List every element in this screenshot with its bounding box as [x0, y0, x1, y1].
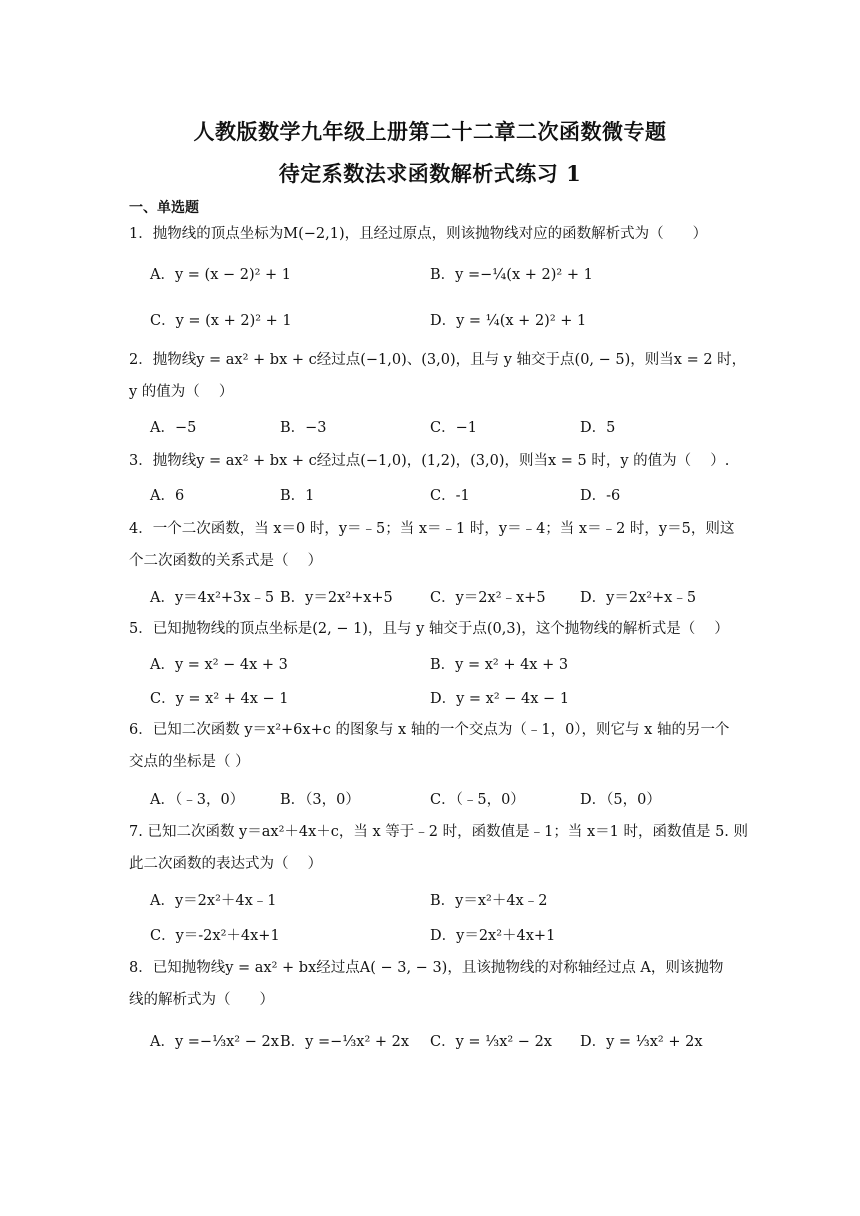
- question-1-option-c: C．y = (x + 2)² + 1: [150, 313, 292, 329]
- question-5-option-b: B．y = x² + 4x + 3: [430, 657, 569, 673]
- question-7-option-c: C．y＝-2x²＋4x+1: [150, 928, 280, 944]
- question-7-option-a: A．y＝2x²＋4x﹣1: [150, 893, 277, 909]
- question-8-option-a: A．y =−⅓x² − 2x: [150, 1034, 279, 1050]
- question-4-option-b: B．y＝2x²+x+5: [280, 590, 393, 606]
- question-2-option-a: A．−5: [150, 420, 197, 436]
- question-3-option-a: A．6: [150, 488, 185, 504]
- question-2-option-d: D．5: [580, 420, 616, 436]
- question-3-option-b: B．1: [280, 488, 315, 504]
- question-4-option-a: A．y＝4x²+3x﹣5: [150, 590, 275, 606]
- question-6-option-b: B．（3，0）: [280, 792, 360, 808]
- question-2-option-b: B．−3: [280, 420, 327, 436]
- question-1-stem: 1．抛物线的顶点坐标为M(−2,1)，且经过原点，则该抛物线对应的函数解析式为（ ）: [129, 226, 708, 242]
- question-5-option-d: D．y = x² − 4x − 1: [430, 691, 570, 707]
- question-7-stem-line2: 此二次函数的表达式为（ ）: [129, 856, 323, 872]
- question-2-option-c: C．−1: [430, 420, 477, 436]
- question-1-option-b: B．y =−¼(x + 2)² + 1: [430, 267, 593, 283]
- section-heading: 一、单选题: [129, 200, 199, 216]
- question-1-option-a: A．y = (x − 2)² + 1: [150, 267, 292, 283]
- question-6-option-d: D．（5，0）: [580, 792, 661, 808]
- question-7-option-b: B．y＝x²＋4x﹣2: [430, 893, 548, 909]
- question-8-stem-line1: 8．已知抛物线y = ax² + bx经过点A( − 3, − 3)，且该抛物线的对称轴经过点 A，则该抛物: [129, 960, 724, 976]
- question-6-option-c: C．（﹣5，0）: [430, 792, 525, 808]
- question-4-stem-line1: 4．一个二次函数，当 x＝0 时，y＝﹣5；当 x＝﹣1 时，y＝﹣4；当 x＝﹣2 时，y＝5，则这: [129, 521, 735, 537]
- question-2-stem-line1: 2．抛物线y = ax² + bx + c经过点(−1,0)、(3,0)，且与 y 轴交于点(0, − 5)，则当x = 2 时，: [129, 352, 747, 368]
- question-6-stem-line2: 交点的坐标是（ ）: [129, 754, 250, 770]
- question-3-option-d: D．-6: [580, 488, 621, 504]
- question-1-option-d: D．y = ¼(x + 2)² + 1: [430, 313, 587, 329]
- question-8-option-d: D．y = ⅓x² + 2x: [580, 1034, 703, 1050]
- document-title: 人教版数学九年级上册第二十二章二次函数微专题: [193, 119, 667, 144]
- question-5-option-c: C．y = x² + 4x − 1: [150, 691, 289, 707]
- question-4-option-c: C．y＝2x²﹣x+5: [430, 590, 546, 606]
- question-5-option-a: A．y = x² − 4x + 3: [150, 657, 288, 673]
- question-3-stem: 3．抛物线y = ax² + bx + c经过点(−1,0)，(1,2)，(3,0)，则当x = 5 时，y 的值为（ ）.: [129, 453, 730, 469]
- question-2-stem-line2: y 的值为（ ）: [129, 384, 234, 400]
- question-8-stem-line2: 线的解析式为（ ）: [129, 992, 274, 1008]
- question-5-stem: 5．已知抛物线的顶点坐标是(2, − 1)，且与 y 轴交于点(0,3)，这个抛物线的解析式是（ ）: [129, 621, 729, 637]
- question-7-stem-line1: 7. 已知二次函数 y＝ax²＋4x＋c，当 x 等于﹣2 时，函数值是﹣1；当 x＝1 时，函数值是 5. 则: [129, 824, 749, 840]
- question-7-option-d: D．y＝2x²＋4x+1: [430, 928, 556, 944]
- question-8-option-b: B．y =−⅓x² + 2x: [280, 1034, 410, 1050]
- question-6-stem-line1: 6．已知二次函数 y＝x²+6x+c 的图象与 x 轴的一个交点为（﹣1，0），则它与 x 轴的另一个: [129, 722, 730, 738]
- question-8-option-c: C．y = ⅓x² − 2x: [430, 1034, 552, 1050]
- document-subtitle: 待定系数法求函数解析式练习 1: [278, 161, 582, 186]
- question-4-stem-line2: 个二次函数的关系式是（ ）: [129, 553, 323, 569]
- question-3-option-c: C．-1: [430, 488, 470, 504]
- question-4-option-d: D．y＝2x²+x﹣5: [580, 590, 697, 606]
- question-6-option-a: A．（﹣3，0）: [150, 792, 245, 808]
